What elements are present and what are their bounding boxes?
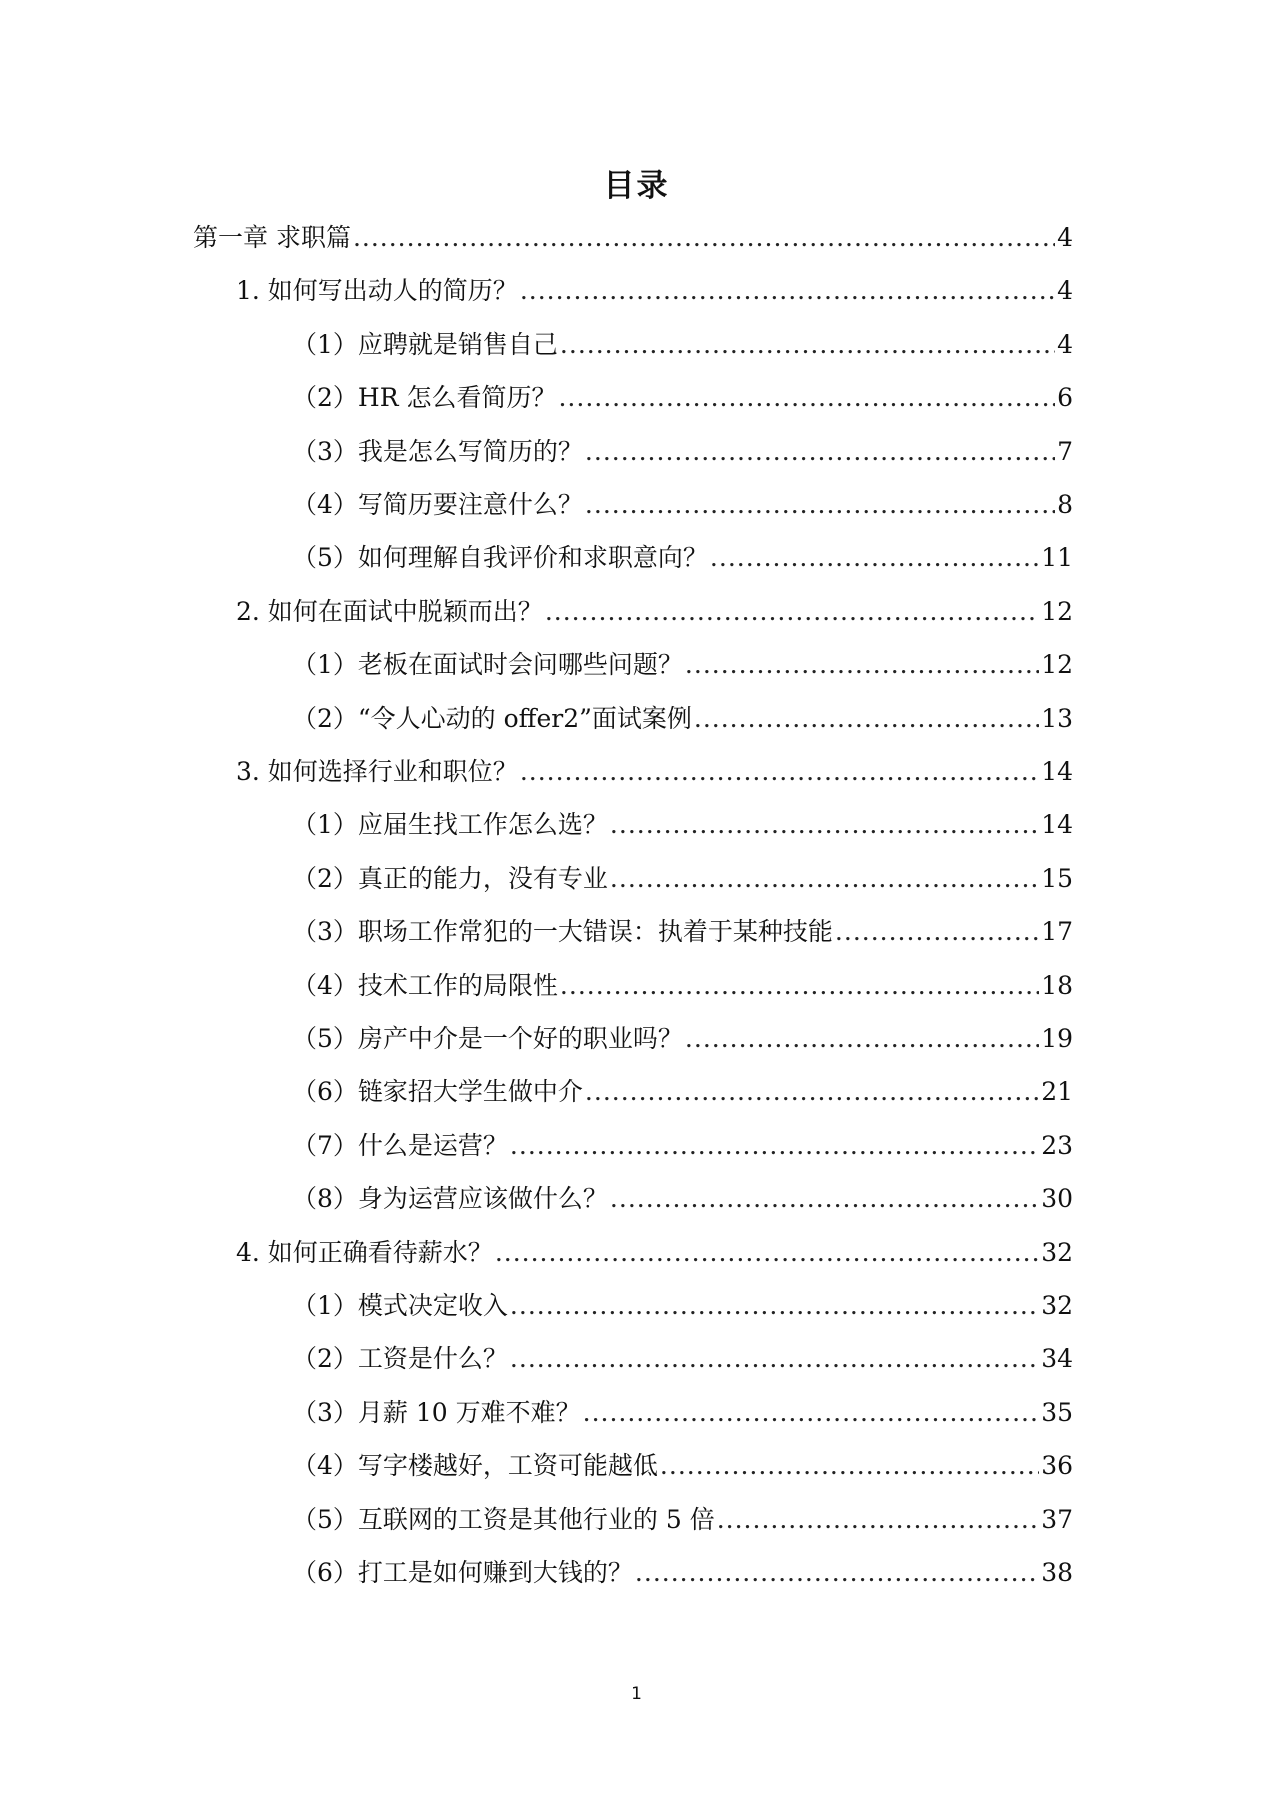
toc-entry-page: 35	[1041, 1397, 1073, 1427]
toc-entry-page: 37	[1041, 1504, 1073, 1534]
toc-entry-title: （1）应届生找工作怎么选？	[292, 810, 608, 840]
toc-entry-page: 13	[1041, 703, 1073, 733]
dot-leader	[585, 1072, 1039, 1112]
toc-entry-title: 2. 如何在面试中脱颖而出？	[236, 596, 543, 626]
dot-leader	[710, 538, 1039, 578]
dot-leader	[685, 645, 1039, 685]
toc-entry[interactable]	[236, 592, 1073, 632]
toc-entry-page: 18	[1041, 970, 1073, 1000]
toc-entry-page: 4	[1057, 329, 1073, 359]
dot-leader	[610, 859, 1039, 899]
toc-entry-title: （8）身为运营应该做什么？	[292, 1184, 608, 1214]
toc-entry[interactable]	[193, 218, 1073, 258]
toc-entry[interactable]	[292, 1286, 1073, 1326]
dot-leader	[545, 592, 1039, 632]
page-number: 1	[631, 1684, 642, 1704]
dot-leader	[585, 432, 1055, 472]
toc-entry-page: 14	[1041, 757, 1073, 786]
toc-entry-page: 23	[1041, 1130, 1073, 1160]
toc-entry[interactable]	[292, 1446, 1073, 1486]
toc-entry[interactable]	[292, 645, 1073, 685]
toc-entry[interactable]	[292, 378, 1073, 418]
toc-entry-title: （2）HR 怎么看简历？	[292, 383, 557, 413]
dot-leader	[610, 1179, 1039, 1219]
toc-entry[interactable]	[292, 1553, 1073, 1593]
toc-entry-title: （7）什么是运营？	[292, 1130, 508, 1160]
toc-entry[interactable]	[292, 485, 1073, 525]
toc-entry[interactable]	[292, 912, 1073, 952]
toc-entry-page: 6	[1057, 383, 1073, 413]
toc-entry[interactable]	[292, 1072, 1073, 1112]
dot-leader	[510, 1126, 1039, 1166]
dot-leader	[694, 699, 1039, 739]
dot-leader	[835, 912, 1039, 952]
dot-leader	[353, 218, 1055, 258]
toc-entry[interactable]	[292, 805, 1073, 845]
toc-entry-title: （4）写简历要注意什么？	[292, 490, 583, 519]
toc-entry-page: 30	[1041, 1184, 1073, 1214]
toc-entry[interactable]	[292, 1179, 1073, 1219]
toc-entry-page: 38	[1041, 1558, 1073, 1587]
toc-entry-page: 19	[1041, 1024, 1073, 1053]
toc-entry-page: 32	[1041, 1237, 1073, 1267]
toc-entry[interactable]	[292, 699, 1073, 739]
toc-entry-title: 3. 如何选择行业和职位？	[236, 757, 518, 786]
toc-entry[interactable]	[292, 1500, 1073, 1540]
toc-entry-title: （3）月薪 10 万难不难？	[292, 1397, 581, 1427]
toc-entry[interactable]	[292, 1126, 1073, 1166]
toc-entry-title: 1. 如何写出动人的简历？	[236, 276, 518, 306]
toc-entry-title: （2）真正的能力，没有专业	[292, 863, 608, 893]
toc-entry[interactable]	[292, 1339, 1073, 1379]
toc-entry-page: 8	[1057, 490, 1073, 519]
toc-entry-page: 15	[1041, 863, 1073, 893]
toc-entry[interactable]	[292, 859, 1073, 899]
toc-entry-page: 21	[1041, 1077, 1073, 1107]
toc-entry-title: （4）技术工作的局限性	[292, 970, 558, 1000]
toc-entry-title: （5）房产中介是一个好的职业吗？	[292, 1024, 683, 1053]
toc-entry-page: 12	[1041, 596, 1073, 626]
toc-entry-title: （6）打工是如何赚到大钱的？	[292, 1558, 633, 1587]
dot-leader	[558, 378, 1055, 418]
toc-entry-title: （5）如何理解自我评价和求职意向？	[292, 543, 708, 573]
toc-entry[interactable]	[236, 752, 1073, 792]
dot-leader	[560, 325, 1055, 365]
toc-entry-page: 34	[1041, 1344, 1073, 1374]
toc-entry-page: 12	[1041, 650, 1073, 680]
toc-entry-title: （1）模式决定收入	[292, 1291, 508, 1320]
toc-entry-page: 7	[1057, 436, 1073, 466]
toc-entry-title: （6）链家招大学生做中介	[292, 1077, 583, 1107]
toc-entry[interactable]	[236, 271, 1073, 311]
dot-leader	[560, 966, 1039, 1006]
toc-entry-page: 4	[1057, 276, 1073, 306]
dot-leader	[717, 1500, 1039, 1540]
dot-leader	[510, 1286, 1039, 1326]
toc-entry-page: 36	[1041, 1451, 1073, 1481]
dot-leader	[685, 1019, 1039, 1059]
toc-entry-title: 第一章 求职篇	[193, 223, 351, 252]
dot-leader	[510, 1339, 1039, 1379]
toc-entry[interactable]	[292, 966, 1073, 1006]
toc-entry-title: （4）写字楼越好，工资可能越低	[292, 1451, 658, 1481]
dot-leader	[660, 1446, 1039, 1486]
toc-entry[interactable]	[292, 325, 1073, 365]
toc-entry[interactable]	[292, 1393, 1073, 1433]
toc-entry-title: （2）“令人心动的 offer2”面试案例	[292, 703, 692, 733]
dot-leader	[610, 805, 1039, 845]
toc-entry-page: 14	[1041, 810, 1073, 840]
dot-leader	[635, 1553, 1039, 1593]
toc-entry-title: （2）工资是什么？	[292, 1344, 508, 1374]
toc-entry[interactable]	[292, 1019, 1073, 1059]
page-title: 目录	[603, 168, 670, 204]
dot-leader	[495, 1233, 1039, 1273]
toc-entry-title: （5）互联网的工资是其他行业的 5 倍	[292, 1504, 715, 1534]
toc-entry-title: （1）老板在面试时会问哪些问题？	[292, 650, 683, 680]
toc-entry[interactable]	[292, 538, 1073, 578]
toc-entry-page: 4	[1057, 223, 1073, 252]
toc-entry[interactable]	[292, 432, 1073, 472]
dot-leader	[585, 485, 1055, 525]
toc-entry-title: （3）我是怎么写简历的？	[292, 436, 583, 466]
toc-entry-title: （1）应聘就是销售自己	[292, 329, 558, 359]
toc-entry-page: 32	[1041, 1291, 1073, 1320]
toc-entry-title: 4. 如何正确看待薪水？	[236, 1237, 493, 1267]
toc-entry-page: 11	[1041, 543, 1073, 573]
toc-entry-page: 17	[1041, 917, 1073, 947]
dot-leader	[583, 1393, 1040, 1433]
toc-entry[interactable]	[236, 1233, 1073, 1273]
dot-leader	[520, 752, 1039, 792]
dot-leader	[520, 271, 1055, 311]
toc-entry-title: （3）职场工作常犯的一大错误：执着于某种技能	[292, 917, 833, 947]
